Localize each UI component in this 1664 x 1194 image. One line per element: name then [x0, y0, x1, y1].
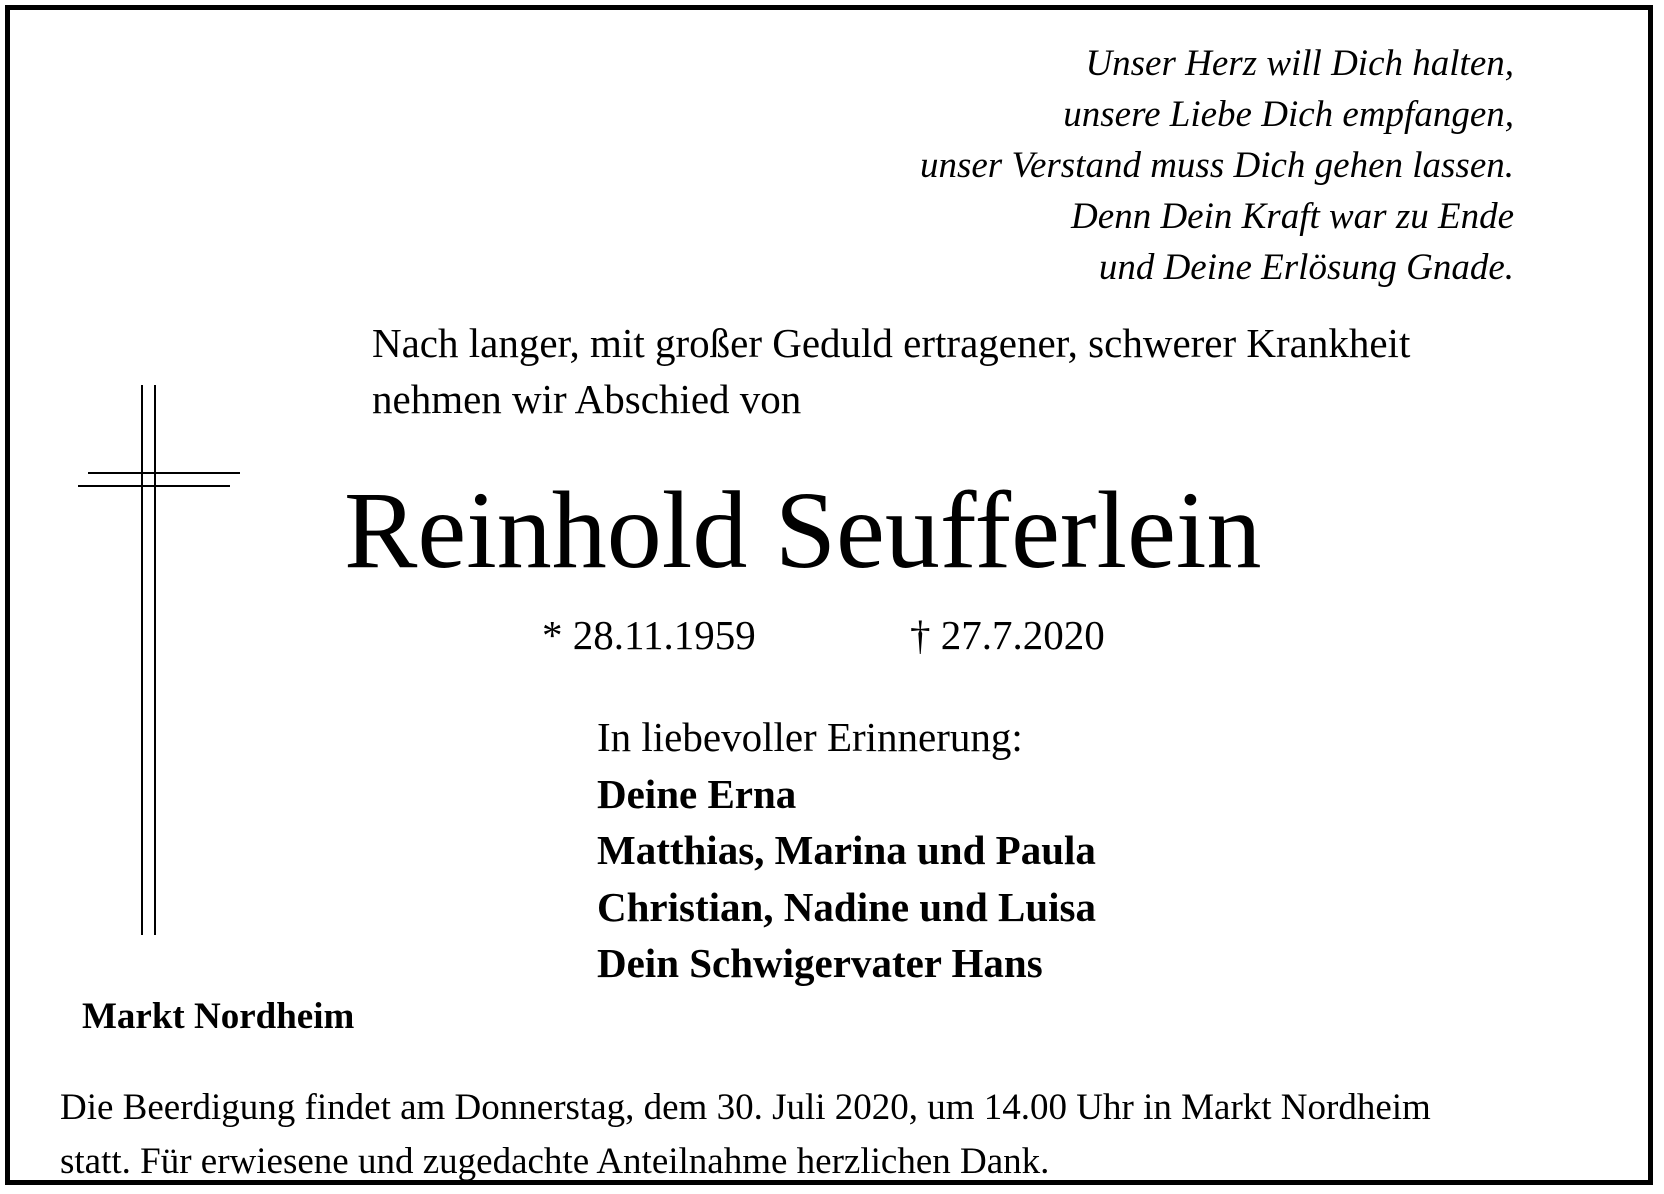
poem-line: und Deine Erlösung Gnade. — [1098, 247, 1514, 288]
funeral-notice — [60, 1081, 1431, 1189]
cross-icon — [70, 385, 260, 935]
mourner-name: Dein Schwigervater Hans — [597, 940, 1043, 986]
birth-date: * 28.11.1959 — [542, 612, 756, 658]
mourner-name: Christian, Nadine und Luisa — [597, 883, 1097, 930]
mourner-name: Matthias, Marina und Paula — [597, 827, 1096, 873]
notice-line: statt. Für erwiesene und zugedachte Anteilnahme herzlichen Dank. — [60, 1141, 1050, 1182]
poem-line: unser Verstand muss Dich gehen lassen. — [919, 145, 1514, 186]
intro-line: Nach langer, mit großer Geduld ertragener, schwerer Krankheit — [372, 320, 1411, 366]
mourners-heading: In liebevoller Erinnerung: — [597, 714, 1023, 760]
notice-line: Die Beerdigung findet am Donnerstag, dem 30. Juli 2020, um 14.00 Uhr in Markt Nordheim — [60, 1087, 1431, 1128]
intro-line: nehmen wir Abschied von — [372, 376, 802, 422]
poem-verse — [920, 38, 1514, 293]
location-name: Markt Nordheim — [82, 996, 355, 1037]
deceased-name: Reinhold Seufferlein — [344, 469, 1262, 591]
mourners-block — [597, 709, 1096, 992]
poem-line: unsere Liebe Dich empfangen, — [1063, 94, 1514, 135]
obituary-frame — [5, 5, 1653, 1185]
poem-line: Unser Herz will Dich halten, — [1085, 43, 1514, 84]
mourner-name: Deine Erna — [597, 770, 797, 817]
death-date: † 27.7.2020 — [910, 612, 1105, 658]
poem-line: Denn Dein Kraft war zu Ende — [1071, 196, 1514, 237]
intro-text — [372, 315, 1410, 427]
